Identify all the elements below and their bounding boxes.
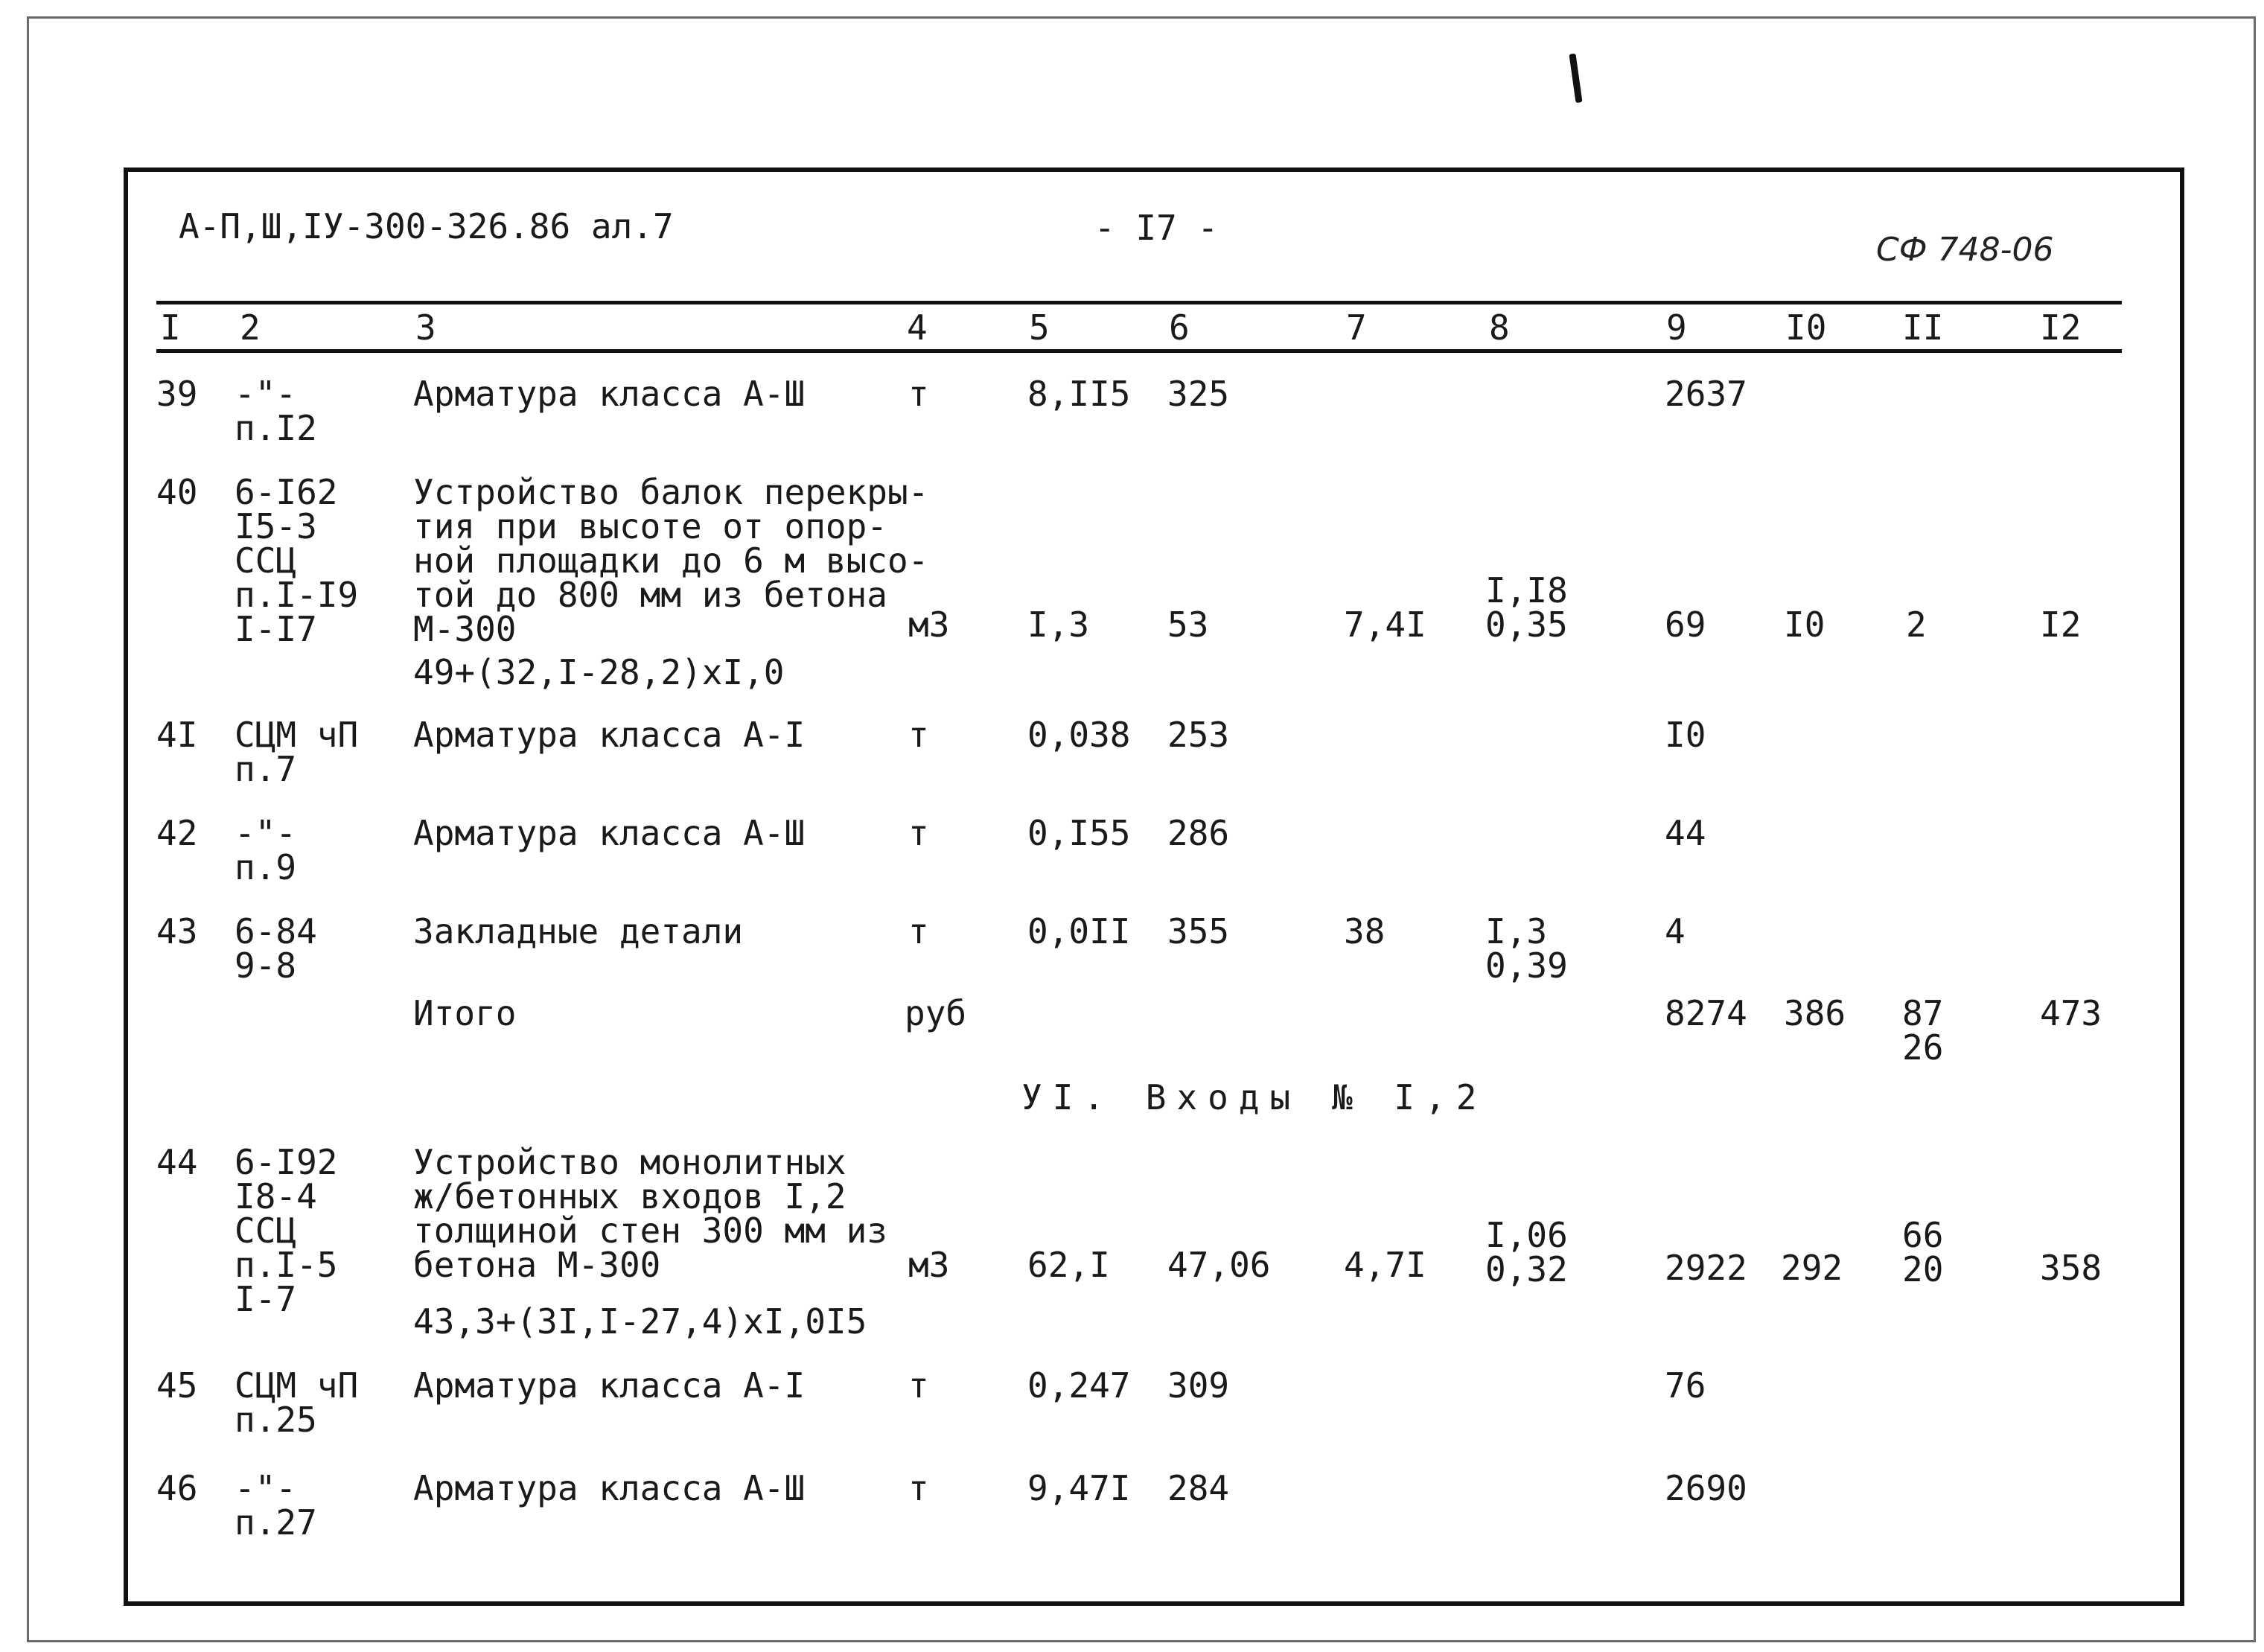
unit-cost: 284 — [1167, 1468, 1230, 1508]
total-cost: 2690 — [1665, 1468, 1747, 1508]
row-number: 45 — [156, 1365, 198, 1406]
unit: т — [908, 813, 929, 853]
row-number: 43 — [156, 911, 198, 951]
labor: I2 — [2040, 605, 2082, 645]
column-header: II — [1902, 307, 1944, 348]
total-wages: 386 — [1784, 993, 1846, 1033]
total-cost: 2922 — [1665, 1248, 1747, 1288]
quantity: I,3 — [1027, 605, 1090, 645]
norm-ref: -"- п.I2 — [235, 374, 317, 448]
column-header: I2 — [2040, 307, 2082, 348]
quantity: 0,038 — [1027, 715, 1131, 755]
unit: м3 — [908, 605, 950, 645]
coefficients: I,I8 0,35 — [1485, 570, 1568, 645]
quantity: 9,47I — [1027, 1468, 1131, 1508]
norm-ref: -"- п.27 — [235, 1468, 317, 1543]
total-cost: 8274 — [1665, 993, 1747, 1033]
column-header: 9 — [1666, 307, 1687, 348]
work-name: Арматура класса А-Ш — [413, 813, 806, 853]
wages: 4,7I — [1344, 1245, 1426, 1285]
column-header: I0 — [1785, 307, 1827, 348]
labor: 473 — [2040, 993, 2102, 1033]
row-number: 4I — [156, 715, 198, 755]
unit-cost: 325 — [1167, 374, 1230, 414]
unit: т — [908, 715, 929, 755]
total-cost: 4 — [1665, 911, 1686, 951]
quantity-formula: 49+(32,I-28,2)xI,0 — [413, 652, 785, 692]
coefficients: I,3 0,39 — [1485, 911, 1568, 986]
total-wages: 292 — [1781, 1248, 1843, 1288]
unit-cost: 53 — [1167, 605, 1209, 645]
machines: 2 — [1906, 605, 1927, 645]
norm-ref: 6-I62 I5-3 ССЦ п.I-I9 I-I7 — [235, 472, 359, 649]
table-header-top-rule — [156, 301, 2122, 304]
total-wages: I0 — [1784, 605, 1825, 645]
table-header-bottom-rule — [156, 349, 2122, 353]
machines: 66 20 — [1902, 1215, 1944, 1289]
work-name: Арматура класса А-Ш — [413, 374, 806, 414]
row-number: 39 — [156, 374, 198, 414]
norm-ref: -"- п.9 — [235, 813, 297, 887]
unit: т — [908, 1468, 929, 1508]
total-cost: 69 — [1665, 605, 1706, 645]
unit: т — [908, 374, 929, 414]
unit-cost: 47,06 — [1167, 1245, 1271, 1285]
unit: т — [908, 1365, 929, 1406]
row-number: 40 — [156, 472, 198, 512]
total-cost: 76 — [1665, 1365, 1706, 1406]
section-title: УI. Входы № I,2 — [1021, 1077, 1487, 1117]
unit: руб — [905, 993, 967, 1033]
quantity: 62,I — [1027, 1245, 1110, 1285]
column-header: 5 — [1029, 307, 1050, 348]
norm-ref: СЦМ чП п.25 — [235, 1365, 359, 1440]
wages: 7,4I — [1344, 605, 1426, 645]
work-name: Устройство монолитных ж/бетонных входов I,2 толщиной стен 300 мм из бетона М-300 — [413, 1142, 887, 1285]
total-cost: 44 — [1665, 813, 1706, 853]
norm-ref: 6-84 9-8 — [235, 911, 317, 986]
page-number: - I7 - — [1094, 208, 1219, 248]
work-name: Закладные детали — [413, 911, 744, 951]
row-number: 44 — [156, 1142, 198, 1182]
unit: т — [908, 911, 929, 951]
total-cost: 2637 — [1665, 374, 1747, 414]
total-cost: I0 — [1665, 715, 1706, 755]
row-number: 46 — [156, 1468, 198, 1508]
work-name: Устройство балок перекры- тия при высоте от опор- ной площадки до 6 м высо- той до 800 мм из бетона М-300 — [413, 472, 929, 649]
document-code: А-П,Ш,IУ-300-326.86 ал.7 — [179, 206, 674, 246]
norm-ref: 6-I92 I8-4 ССЦ п.I-5 I-7 — [235, 1142, 338, 1319]
machines: 87 26 — [1902, 993, 1944, 1068]
unit-cost: 253 — [1167, 715, 1230, 755]
work-name: Арматура класса А-I — [413, 1365, 806, 1406]
total-label: Итого — [413, 993, 517, 1033]
unit-cost: 309 — [1167, 1365, 1230, 1406]
quantity: 0,247 — [1027, 1365, 1131, 1406]
unit-cost: 286 — [1167, 813, 1230, 853]
norm-ref: СЦМ чП п.7 — [235, 715, 359, 789]
column-header: 4 — [907, 307, 928, 348]
unit-cost: 355 — [1167, 911, 1230, 951]
quantity: 0,I55 — [1027, 813, 1131, 853]
column-header: 3 — [415, 307, 436, 348]
wages: 38 — [1344, 911, 1385, 951]
quantity: 0,0II — [1027, 911, 1131, 951]
column-header: I — [160, 307, 181, 348]
work-name: Арматура класса А-Ш — [413, 1468, 806, 1508]
column-header: 7 — [1346, 307, 1367, 348]
work-name: Арматура класса А-I — [413, 715, 806, 755]
labor: 358 — [2040, 1248, 2102, 1288]
column-header: 2 — [240, 307, 261, 348]
quantity-formula: 43,3+(3I,I-27,4)xI,0I5 — [413, 1301, 867, 1342]
column-header: 8 — [1489, 307, 1510, 348]
unit: м3 — [908, 1245, 950, 1285]
quantity: 8,II5 — [1027, 374, 1131, 414]
row-number: 42 — [156, 813, 198, 853]
archive-stamp: СФ 748-06 — [1876, 231, 2054, 269]
column-header: 6 — [1169, 307, 1190, 348]
coefficients: I,06 0,32 — [1485, 1215, 1568, 1289]
